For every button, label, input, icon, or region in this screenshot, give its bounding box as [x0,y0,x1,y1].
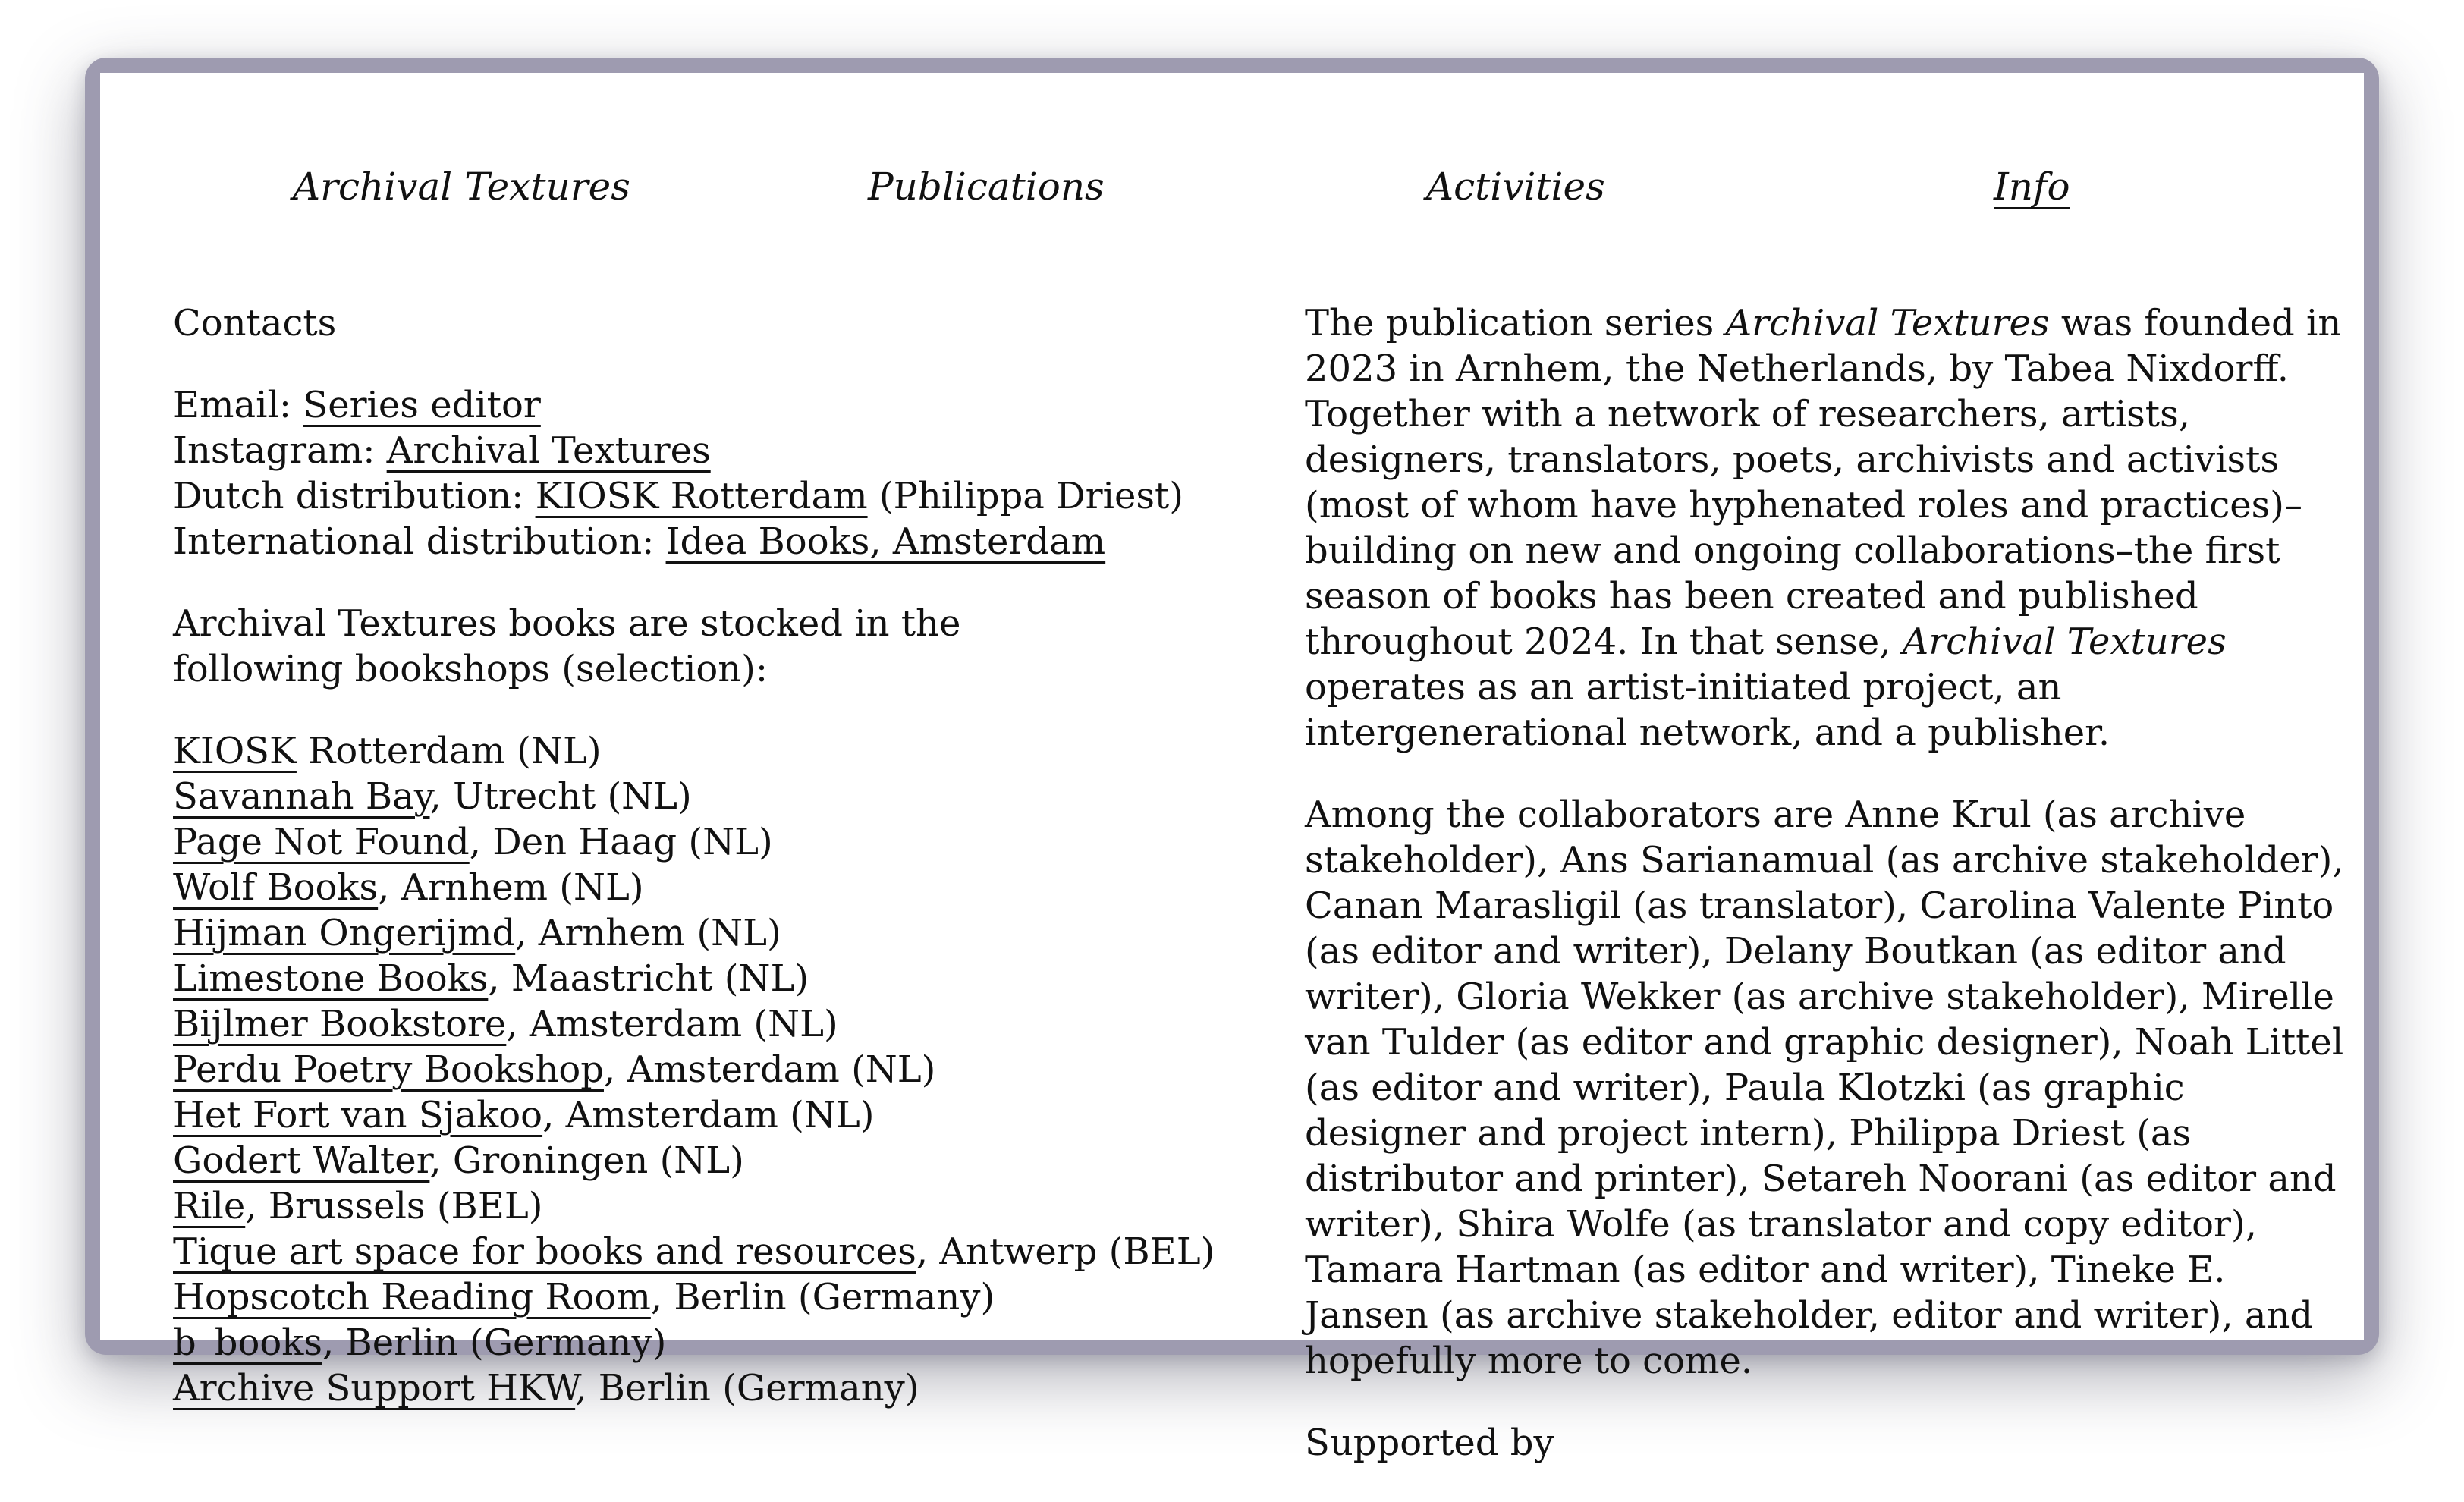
about-intro-middle: was founded in 2023 in Arnhem, the Netherlands, by Tabea Nixdorff. Together with a network of researchers, artists, designers, translators, poets, archivists and activists (most of whom have hyphenated roles and practices)–building on new and ongoing collaborations–the first season of books has been created and published throughout 2024. In that sense, [1305,302,2342,663]
email-line [173,382,1265,428]
stockist-list [173,728,1265,1411]
stockist-location: , Amsterdam (NL) [506,1003,838,1045]
stockist-item [173,819,1265,865]
dutch-distribution-label: Dutch distribution: [173,475,524,517]
stockist-item [173,1365,1265,1411]
nav-archival-textures[interactable]: Archival Textures [293,165,630,209]
stockist-link[interactable]: Limestone Books [173,957,489,1000]
idea-books-link[interactable]: Idea Books, Amsterdam [665,520,1106,563]
contact-list [173,382,1265,564]
main-nav [100,156,2364,217]
instagram-label: Instagram: [173,429,376,472]
stockist-link[interactable]: Tique art space for books and resources [173,1230,916,1273]
supported-by-heading: Supported by [1305,1422,1554,1464]
series-title: Archival Textures [1725,302,2050,344]
about-intro-paragraph [1305,300,2344,756]
stockist-item [173,865,1265,910]
stockist-item [173,728,1265,774]
series-editor-link[interactable]: Series editor [303,384,541,426]
page-viewport [100,73,2364,1464]
stockist-link[interactable]: b_books [173,1321,322,1364]
stockist-location: Rotterdam (NL) [296,730,602,772]
collaborators-paragraph: Among the collaborators are Anne Krul (as archive stakeholder), Ans Sarianamual (as archive stakeholder), Canan Marasligil (as translator), Carolina Valente Pinto (as editor and writer), Delany Boutkan (as editor and writer), Gloria Wekker (as archive stakeholder), Mirelle van Tulder (as editor and graphic designer), Noah Littel (as editor and writer), Paula Klotzki (as graphic designer and project intern), Philippa Driest (as distributor and printer), Setareh Noorani (as editor and writer), Shira Wolfe (as translator and copy editor), Tamara Hartman (as editor and writer), Tineke E. Jansen (as archive stakeholder, editor and writer), and hopefully more to come. [1305,793,2344,1382]
dutch-distribution-line [173,473,1265,519]
stockist-link[interactable]: Hijman Ongerijmd [173,912,516,954]
stockists-intro: Archival Textures books are stocked in the following bookshops (selection): [173,602,961,690]
stockist-location: , Den Haag (NL) [469,821,773,863]
stockist-link[interactable]: Savannah Bay [173,775,430,818]
stockist-link[interactable]: Het Fort van Sjakoo [173,1094,543,1136]
stockist-link[interactable]: KIOSK [173,730,297,772]
stockist-link[interactable]: Rile [173,1185,246,1227]
stockist-item [173,1047,1265,1092]
about-intro-end: operates as an artist-initiated project, an intergenerational network, and a publisher. [1305,666,2110,754]
browser-window-frame [85,58,2379,1464]
stockist-item [173,1274,1265,1320]
instagram-link[interactable]: Archival Textures [386,429,711,472]
contacts-column [173,300,1265,1411]
about-intro-start: The publication series [1305,302,1726,344]
stockist-location: , Berlin (Germany) [650,1276,995,1318]
stockist-location: , Berlin (Germany) [575,1367,919,1409]
stockist-location: , Groningen (NL) [429,1139,744,1182]
stockist-item [173,1092,1265,1138]
series-title-repeat: Archival Textures [1902,621,2227,663]
nav-activities[interactable]: Activities [1426,165,1605,209]
stockist-link[interactable]: Hopscotch Reading Room [173,1276,651,1318]
stockist-link[interactable]: Bijlmer Bookstore [173,1003,507,1045]
stockist-item [173,956,1265,1001]
stockist-location: , Brussels (BEL) [245,1185,543,1227]
stockist-link[interactable]: Page Not Found [173,821,470,863]
stockist-location: , Arnhem (NL) [515,912,781,954]
nav-info[interactable]: Info [1994,165,2070,209]
stockist-item [173,1138,1265,1183]
about-column [1305,300,2344,1502]
stockist-location: , Utrecht (NL) [429,775,692,818]
stockist-location: , Maastricht (NL) [488,957,809,1000]
stockist-link[interactable]: Godert Walter [173,1139,430,1182]
contacts-heading: Contacts [173,302,337,344]
stockist-item [173,1320,1265,1365]
kiosk-rotterdam-link[interactable]: KIOSK Rotterdam [535,475,868,517]
stockist-item [173,1229,1265,1274]
international-distribution-line [173,519,1265,564]
stockist-link[interactable]: Perdu Poetry Bookshop [173,1048,604,1091]
international-distribution-label: International distribution: [173,520,655,563]
dutch-distribution-contact: (Philippa Driest) [878,475,1183,517]
stockist-link[interactable]: Wolf Books [173,866,379,909]
stockist-item [173,1183,1265,1229]
stockist-location: , Antwerp (BEL) [916,1230,1215,1273]
stockist-item [173,774,1265,819]
stockist-location: , Amsterdam (NL) [542,1094,875,1136]
nav-publications[interactable]: Publications [868,165,1105,209]
stockist-item [173,1001,1265,1047]
email-label: Email: [173,384,292,426]
stockist-location: , Berlin (Germany) [322,1321,667,1364]
stockist-link[interactable]: Archive Support HKW [173,1367,576,1409]
stockist-location: , Amsterdam (NL) [603,1048,936,1091]
stockist-item [173,910,1265,956]
instagram-line [173,428,1265,473]
stockist-location: , Arnhem (NL) [378,866,644,909]
